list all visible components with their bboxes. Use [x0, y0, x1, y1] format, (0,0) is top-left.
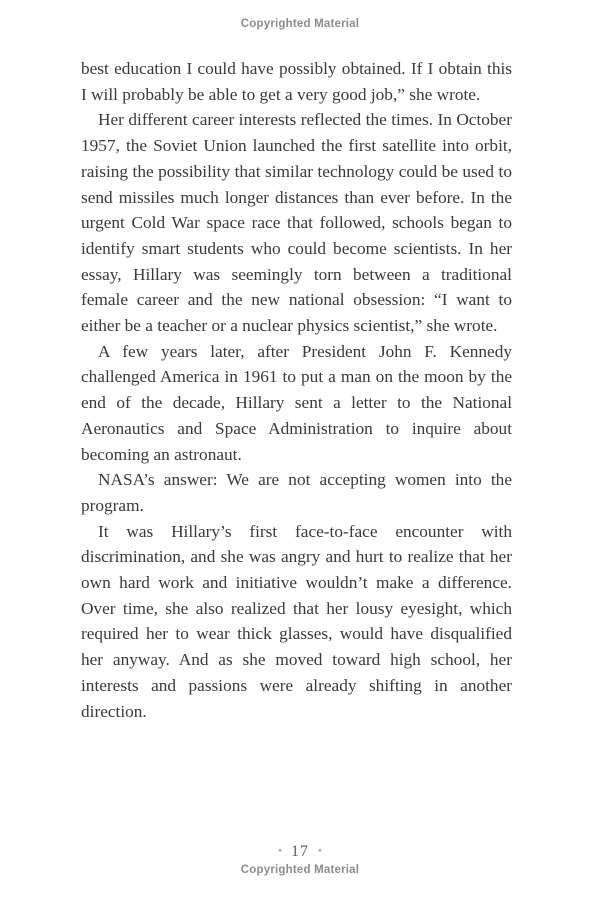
page-number: 17 [291, 843, 309, 860]
page-number-bullet-left: • [278, 845, 282, 857]
paragraph: It was Hillary’s first face-to-face encounter with discrimination, and she was angry and hurt to realize that her own hard work and initiative wouldn’t make a difference. Over time, she also realized that her lousy eyesight, which required her to wear thick glasses, would have disqualified her anyway. And as she moved toward high school, her interests and passions were already shifting in another direction. [81, 521, 512, 721]
body-text [81, 56, 512, 724]
paragraph: NASA’s answer: We are not accepting women into the program. [81, 470, 512, 515]
paragraph: best education I could have possibly obtained. If I obtain this I will probably be able to get a very good job,” she wrote. [81, 59, 512, 104]
page-number-row [0, 841, 600, 862]
page-number-bullet-right: • [318, 845, 322, 857]
footer-copyright-notice: Copyrighted Material [240, 864, 360, 876]
header-copyright-notice: Copyrighted Material [240, 18, 360, 30]
paragraph: A few years later, after President John F. Kennedy challenged America in 1961 to put a man on the moon by the end of the decade, Hillary sent a letter to the National Aeronautics and Space Administration to inquire about becoming an astronaut. [81, 341, 512, 464]
paragraph: Her different career interests reflected the times. In October 1957, the Soviet Union launched the first satellite into orbit, raising the possibility that similar technology could be used to send missiles much longer distances than ever before. In the urgent Cold War space race that followed, schools began to identify smart students who could become scientists. In her essay, Hillary was seemingly torn between a traditional female career and the new national obsession: “I want to either be a teacher or a nuclear physics scientist,” she wrote. [81, 110, 512, 336]
